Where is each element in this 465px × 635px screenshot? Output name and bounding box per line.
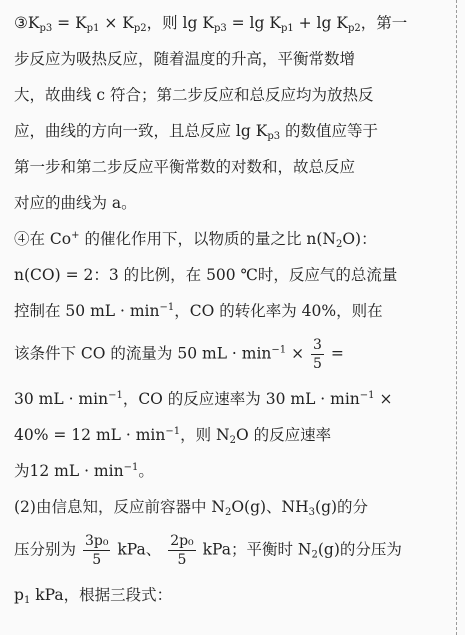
- text-line: ④在 Co+ 的催化作用下，以物质的量之比 $n(N_2O)$：: [14, 229, 377, 250]
- body-text: [14, 4, 442, 612]
- text-line: n(CO) = 2：3 的比例，在 500 ℃时，反应气的总流量: [14, 266, 398, 284]
- text-line: 大，故曲线 c 符合；第二步反应和总反应均为放热反: [14, 86, 374, 104]
- text-line: 压分别为 $\frac{\text{3p₀}}{5}$ kPa、 $\frac{\text{2p₀}}{5}$ kPa；平衡时 $N_2(g)$的分压为: [14, 532, 402, 568]
- fraction: $\frac{\text{2p₀}}{5}$: [170, 532, 194, 568]
- text-line: 控制在 50 mL · $\min^{-1}$，CO 的转化率为 40%，则在: [14, 302, 383, 320]
- dashed-margin-line: [456, 0, 457, 635]
- text-line: 该条件下 CO 的流量为 50 mL · $\min^{-1}$ × $\frac{3}{5}$ =: [14, 336, 344, 372]
- text-line: 第一步和第二步反应平衡常数的对数和，故总反应: [14, 158, 356, 176]
- text-line: 应，曲线的方向一致，且总反应 $\lg K_{p3}$ 的数值应等于: [14, 121, 379, 142]
- fraction: $\frac{3}{5}$: [313, 336, 322, 372]
- text-line: 对应的曲线为 a。: [14, 194, 137, 212]
- text-line: $p_1$ kPa，根据三段式：: [14, 585, 173, 606]
- fraction: $\frac{\text{3p₀}}{5}$: [84, 532, 109, 568]
- text-line: 步反应为吸热反应，随着温度的升高，平衡常数增: [14, 50, 356, 68]
- text-line: 40% = 12 mL · $\min^{-1}$，则 $N_2O$ 的反应速率: [14, 425, 332, 446]
- text-line: (2)由信息知，反应前容器中 $N_2O(g)$、$NH_3(g)$的分: [14, 497, 369, 518]
- text-line: 为12 mL · $\min^{-1}$。: [14, 462, 154, 480]
- text-line: $③K_{p3} = K_{p1} \times K_{p2}$，则 $\lg K_{p3} = \lg K_{p1} + \lg K_{p2}$，第一: [14, 13, 408, 34]
- text-line: 30 mL · $\min^{-1}$，CO 的反应速率为 30 mL · $\min^{-1}$ ×: [14, 390, 393, 408]
